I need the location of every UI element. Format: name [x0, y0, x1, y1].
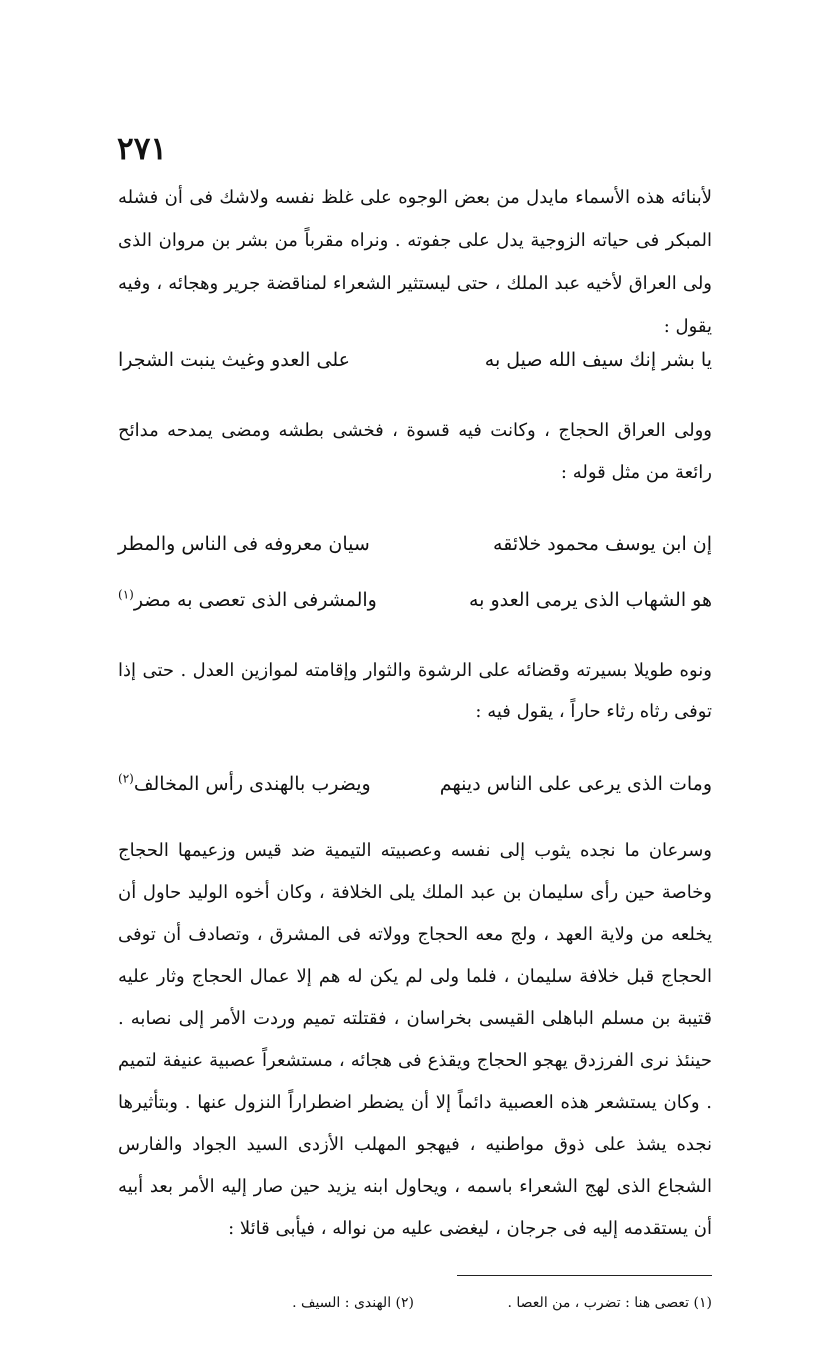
verse-second-hemistich — [118, 524, 370, 564]
verse-first-hemistich: ومات الذى يرعى على الناس دينهم — [439, 773, 712, 795]
verse-line — [118, 764, 712, 804]
footnotes — [118, 1288, 712, 1318]
verse-second-hemistich — [118, 580, 377, 620]
verse-second-hemistich — [118, 764, 371, 804]
paragraph: ونوه طويلا بسيرته وقضائه على الرشوة والثوار وإقامته لموازين العدل . حتى إذا توفى رثاه رثاء حاراً ، يقول فيه : — [118, 660, 712, 722]
footnote-marker: (٢) — [118, 771, 134, 786]
verse-second-text: على العدو وغيث ينبت الشجرا — [118, 349, 350, 371]
verse-line — [118, 580, 712, 620]
paragraph: وولى العراق الحجاج ، وكانت فيه قسوة ، فخشى بطشه ومضى يمدحه مدائح رائعة من مثل قوله : — [118, 420, 712, 483]
paragraph: وسرعان ما نجده يثوب إلى نفسه وعصبيته التيمية ضد قيس وزعيمها الحجاج وخاصة حين رأى سليمان بن عبد الملك يلى الخلافة ، وكان أخوه الوليد حاول أن يخلعه من ولاية العهد ، ولج معه الحجاج وولاته فى المشرق ، وتصادف أن توفى الحجاج قبل خلافة سليمان ، فلما ولى لم يكن له هم إلا عمال الحجاج وثار عليه قتيبة بن مسلم الباهلى القيسى بخراسان ، فقتلته تميم وردت الأمر إلى نصابه . حينئذ نرى الفرزدق يهجو الحجاج ويقذع فى هجائه ، مستشعراً عصبية عنيفة لتميم . وكان يستشعر هذه العصبية دائماً إلا أن يضطر اضطراراً النزول عنها . وبتأثيرها نجده يشذ على ذوق مواطنيه ، فيهجو المهلب الأزدى السيد الجواد والفارس الشجاع الذى لهج الشعراء باسمه ، ويحاول ابنه يزيد حين صار إليه الأمر بعد أبيه أن يستقدمه إليه فى جرجان ، ليغضى عليه من نواله ، فيأبى قائلا : — [118, 840, 712, 1239]
verse-first-hemistich: يا بشر إنك سيف الله صيل به — [484, 349, 712, 371]
verse-second-text: سيان معروفه فى الناس والمطر — [118, 533, 370, 555]
footnote: (١) تعصى هنا : تضرب ، من العصا . — [507, 1295, 712, 1311]
footnote: (٢) الهندى : السيف . — [292, 1295, 414, 1311]
footnote-separator — [457, 1275, 712, 1276]
verse-line — [118, 524, 712, 564]
verse-first-hemistich: إن ابن يوسف محمود خلائقه — [493, 533, 712, 555]
verse-line — [118, 340, 712, 380]
footnote-marker: (١) — [118, 587, 134, 602]
paragraph: لأبنائه هذه الأسماء مايدل من بعض الوجوه على غلظ نفسه ولاشك فى أن فشله المبكر فى حياته الزوجية يدل على جفوته . ونراه مقرباً من بشر بن مروان الذى ولى العراق لأخيه عبد الملك ، حتى ليستثير الشعراء لمناقضة جرير وهجائه ، وفيه يقول : — [118, 187, 712, 337]
verse-first-hemistich: هو الشهاب الذى يرمى العدو به — [468, 589, 712, 611]
page-number: ٢٧١ — [117, 131, 167, 167]
verse-second-text: والمشرفى الذى تعصى به مضر — [133, 589, 377, 611]
verse-second-hemistich — [118, 340, 350, 380]
verse-second-text: ويضرب بالهندى رأس المخالف — [133, 773, 371, 795]
